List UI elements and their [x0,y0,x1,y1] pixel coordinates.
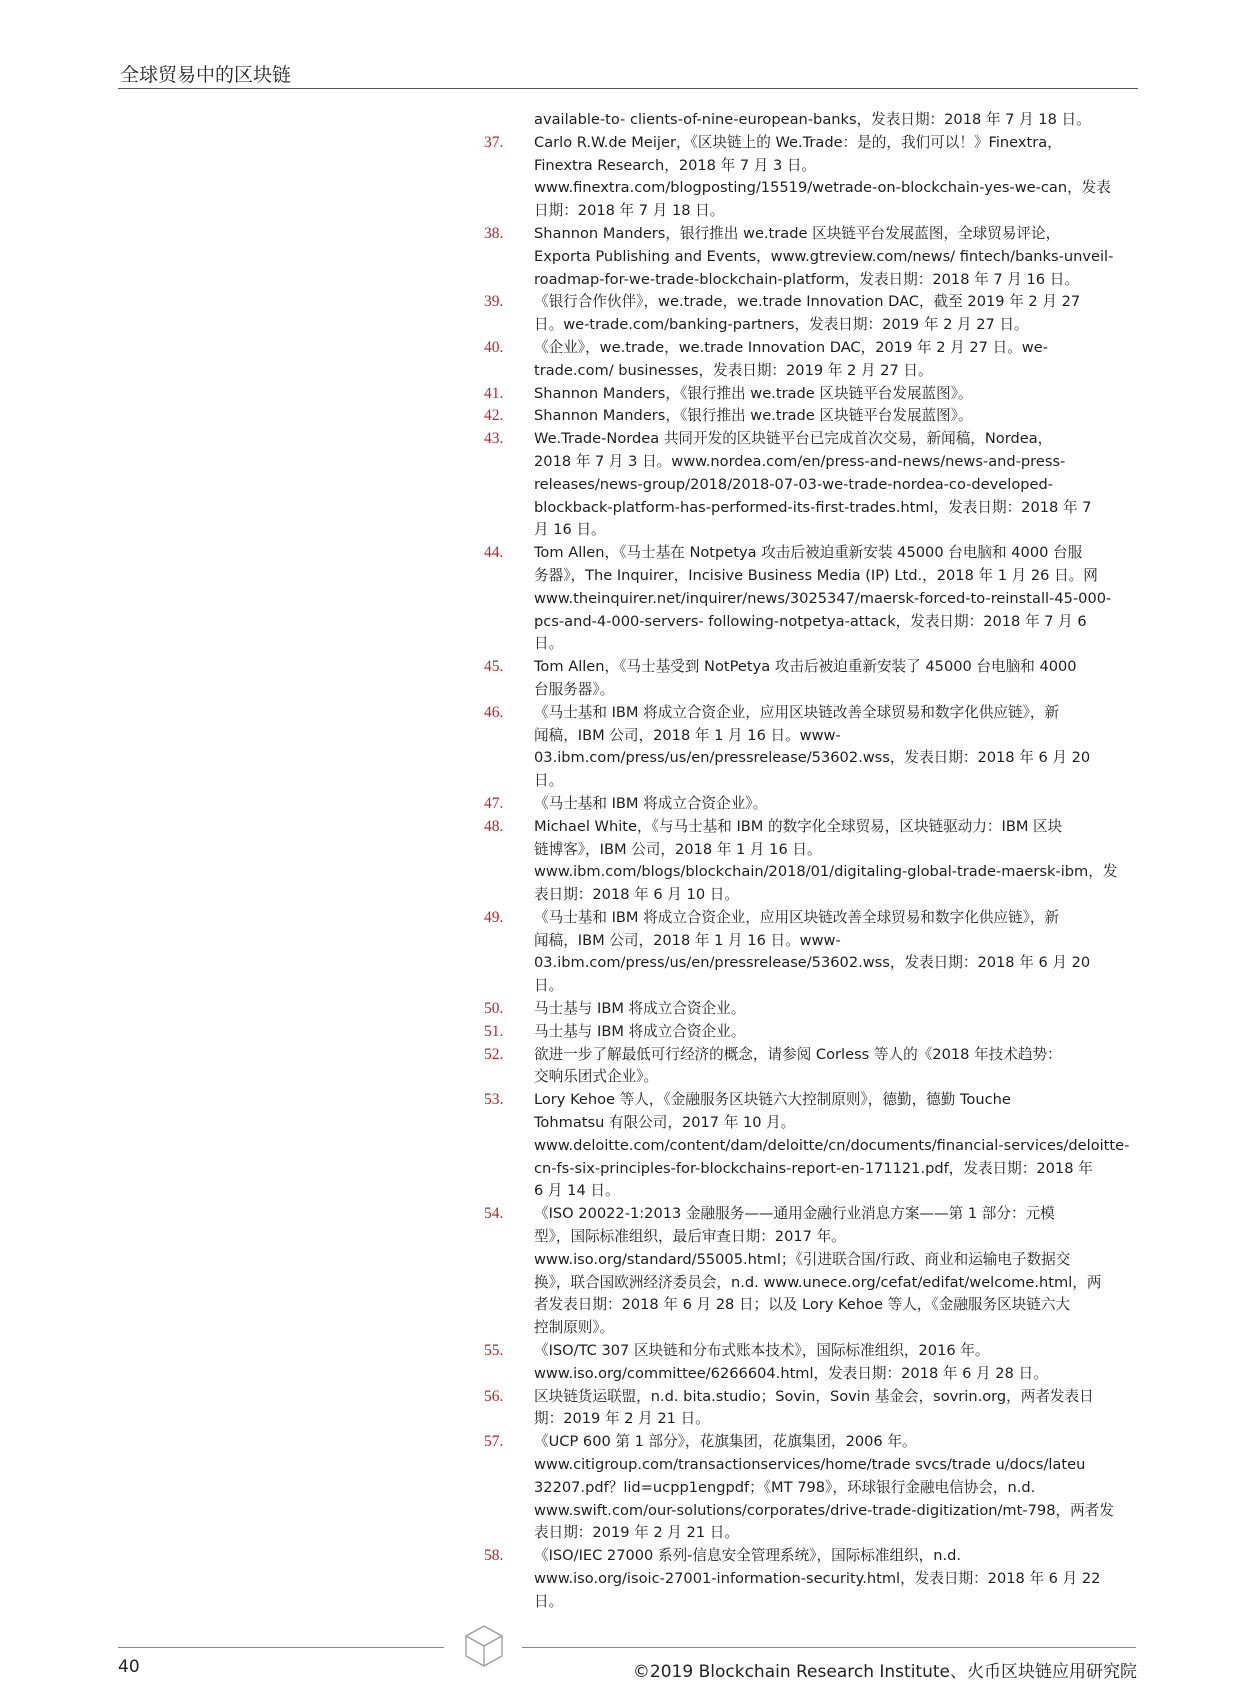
endnote-number: 42. [484,407,504,425]
endnote-number: 51. [484,1022,504,1040]
endnote-text: Tom Allen，《马士基在 Notpetya 攻击后被迫重新安装 45000 台电脑和 4000 台服 务器》，The Inquirer，Incisive Business Media (IP) Ltd.，2018 年 1 月 26 日。网 www.theinquirer.net/inquirer/news/3025347/maersk-forced-to-reinstall-45-000- pcs-and-4-000-servers- following-notpetya-attack，发表日期：2018 年 7 月 6 日。 [534,544,1112,653]
endnote-item [484,998,1144,1021]
endnote-item [484,223,1144,291]
endnote-text: 《马士基和 IBM 将成立合资企业，应用区块链改善全球贸易和数字化供应链》，新 闻稿，IBM 公司，2018 年 1 月 16 日。www- 03.ibm.com/press/us/en/pressrelease/53602.wss，发表日期：2018 年 6 月 20 日。 [534,908,1091,995]
endnote-number: 56. [484,1387,504,1405]
endnote-text: 《企业》，we.trade，we.trade Innovation DAC，2019 年 2 月 27 日。we- trade.com/ businesses，发表日期：2019 年 2 月 27 日。 [534,338,1048,379]
endnote-text: Shannon Manders，《银行推出 we.trade 区块链平台发展蓝图》。 [534,407,973,425]
endnote-text: 《马士基和 IBM 将成立合资企业》。 [534,794,768,812]
footer-copyright: ©2019 Blockchain Research Institute、火币区块链应用研究院 [632,1662,1137,1682]
endnote-number: 39. [484,293,504,311]
endnote-text: 《ISO/IEC 27000 系列-信息安全管理系统》，国际标准组织，n.d. www.iso.org/isoic-27001-information-security.html，发表日期：2018 年 6 月 22 日。 [534,1547,1101,1610]
endnote-item [484,428,1144,542]
endnote-item [484,1386,1144,1432]
endnotes-list [484,109,1144,1614]
endnote-number: 52. [484,1045,504,1063]
endnote-number: 50. [484,1000,504,1018]
endnote-number: 58. [484,1547,504,1565]
endnote-text: Shannon Manders，《银行推出 we.trade 区块链平台发展蓝图》。 [534,384,973,402]
endnote-text: Michael White，《与马士基和 IBM 的数字化全球贸易，区块链驱动力：IBM 区块 链博客》，IBM 公司，2018 年 1 月 16 日。 www.ibm.com/blogs/blockchain/2018/01/digitaling-global-trade-maersk-ibm，发 表日期：2018 年 6 月 10 日。 [534,817,1118,904]
endnote-number: 43. [484,430,504,448]
endnote-item [484,907,1144,998]
endnote-item [484,1545,1144,1613]
endnote-text: Lory Kehoe 等人，《金融服务区块链六大控制原则》，德勤，德勤 Touche Tohmatsu 有限公司，2017 年 10 月。 www.deloitte.com/content/dam/deloitte/cn/documents/financial-services/deloitte- cn-fs-six-principles-for-blockchains-report-en-171121.pdf，发表日期：2018 年 6 月 14 日。 [534,1091,1130,1200]
endnote-item [484,132,1144,223]
footer-divider-left [118,1647,444,1648]
endnote-item [484,702,1144,793]
endnote-number: 41. [484,384,504,402]
footer-divider-right [522,1647,1136,1648]
endnote-number: 37. [484,133,504,151]
endnote-item [484,656,1144,702]
endnote-text: 《ISO/TC 307 区块链和分布式账本技术》，国际标准组织，2016 年。 www.iso.org/committee/6266604.html，发表日期：2018 年 6 月 28 日。 [534,1342,1048,1382]
endnote-number: 54. [484,1205,504,1223]
endnote-number: 44. [484,544,504,562]
endnote-item [484,109,1144,132]
endnote-text: available-to- clients-of-nine-european-banks，发表日期：2018 年 7 月 18 日。 [534,111,1091,128]
endnote-text: 马士基与 IBM 将成立合资企业。 [534,1000,746,1018]
endnote-text: 区块链货运联盟，n.d. bita.studio；Sovin，Sovin 基金会，sovrin.org，两者发表日 期：2019 年 2 月 21 日。 [534,1387,1094,1428]
endnote-number: 48. [484,817,504,835]
endnote-text: Tom Allen，《马士基受到 NotPetya 攻击后被迫重新安装了 45000 台电脑和 4000 台服务器》。 [534,658,1077,698]
endnote-number: 57. [484,1433,504,1451]
cube-logo-icon [464,1624,504,1668]
endnote-item [484,1021,1144,1044]
endnote-item [484,793,1144,816]
endnote-item [484,542,1144,656]
endnote-number: 40. [484,338,504,356]
endnote-text: 《马士基和 IBM 将成立合资企业，应用区块链改善全球贸易和数字化供应链》，新 闻稿，IBM 公司，2018 年 1 月 16 日。www- 03.ibm.com/press/us/en/pressrelease/53602.wss，发表日期：2018 年 6 月 20 日。 [534,703,1091,790]
endnote-item [484,1089,1144,1203]
endnote-number: 45. [484,658,504,676]
endnote-item [484,1340,1144,1386]
endnote-item [484,337,1144,383]
endnote-text: 《银行合作伙伴》，we.trade，we.trade Innovation DAC，截至 2019 年 2 月 27 日。we-trade.com/banking-partners，发表日期：2019 年 2 月 27 日。 [534,293,1081,334]
endnote-text: 《ISO 20022-1:2013 金融服务——通用金融行业消息方案——第 1 部分：元模 型》，国际标准组织，最后审查日期：2017 年。 www.iso.org/standard/55005.html；《引进联合国/行政、商业和运输电子数据交 换》，联合国欧洲经济委员会，n.d. www.unece.org/cefat/edifat/welcome.html，两 者发表日期：2018 年 6 月 28 日；以及 Lory Kehoe 等人，《金融服务区块链六大 控制原则》。 [534,1205,1102,1337]
endnote-item [484,1044,1144,1090]
endnote-text: We.Trade-Nordea 共同开发的区块链平台已完成首次交易，新闻稿，Nordea， 2018 年 7 月 3 日。www.nordea.com/en/press-and-news/news-and-press- releases/news-group/2018/2018-07-03-we-trade-nordea-co-developed- blockback-platform-has-performed-its-first-trades.html，发表日期：2018 年 7 月 16 日。 [534,430,1092,539]
endnote-number: 53. [484,1091,504,1109]
endnote-text: 欲进一步了解最低可行经济的概念，请参阅 Corless 等人的《2018 年技术趋势： 交响乐团式企业》。 [534,1045,1062,1086]
endnote-text: 马士基与 IBM 将成立合资企业。 [534,1022,746,1040]
endnote-number: 46. [484,703,504,721]
endnote-text: Carlo R.W.de Meijer，《区块链上的 We.Trade：是的，我们可以！》Finextra， Finextra Research，2018 年 7 月 3 日。 www.finextra.com/blogposting/15519/wetrade-on-blockchain-yes-we-can，发表 日期：2018 年 7 月 18 日。 [534,133,1111,220]
endnote-number: 55. [484,1342,504,1360]
endnote-number: 47. [484,794,504,812]
endnote-text: 《UCP 600 第 1 部分》，花旗集团，花旗集团，2006 年。 www.citigroup.com/transactionservices/home/trade svcs/trade u/docs/lateu 32207.pdf？lid=ucpp1engpdf；《MT 798》，环球银行金融电信协会，n.d. www.swift.com/our-solutions/corporates/drive-trade-digitization/mt-798，两者发 表日期：2019 年 2 月 21 日。 [534,1433,1114,1542]
endnote-item [484,383,1144,406]
endnote-number: 38. [484,224,504,242]
endnote-text: Shannon Manders，银行推出 we.trade 区块链平台发展蓝图，全球贸易评论， Exporta Publishing and Events，www.gtreview.com/news/ fintech/banks-unveil- roadmap-for-we-trade-blockchain-platform，发表日期：2018 年 7 月 16 日。 [534,224,1114,288]
endnote-number: 49. [484,908,504,926]
header-title: 全球贸易中的区块链 [120,64,292,86]
endnote-item [484,1431,1144,1545]
endnote-item [484,405,1144,428]
page-header [118,58,1138,89]
endnote-item [484,1203,1144,1340]
page-number: 40 [118,1657,140,1677]
endnote-item [484,291,1144,337]
endnote-item [484,816,1144,907]
